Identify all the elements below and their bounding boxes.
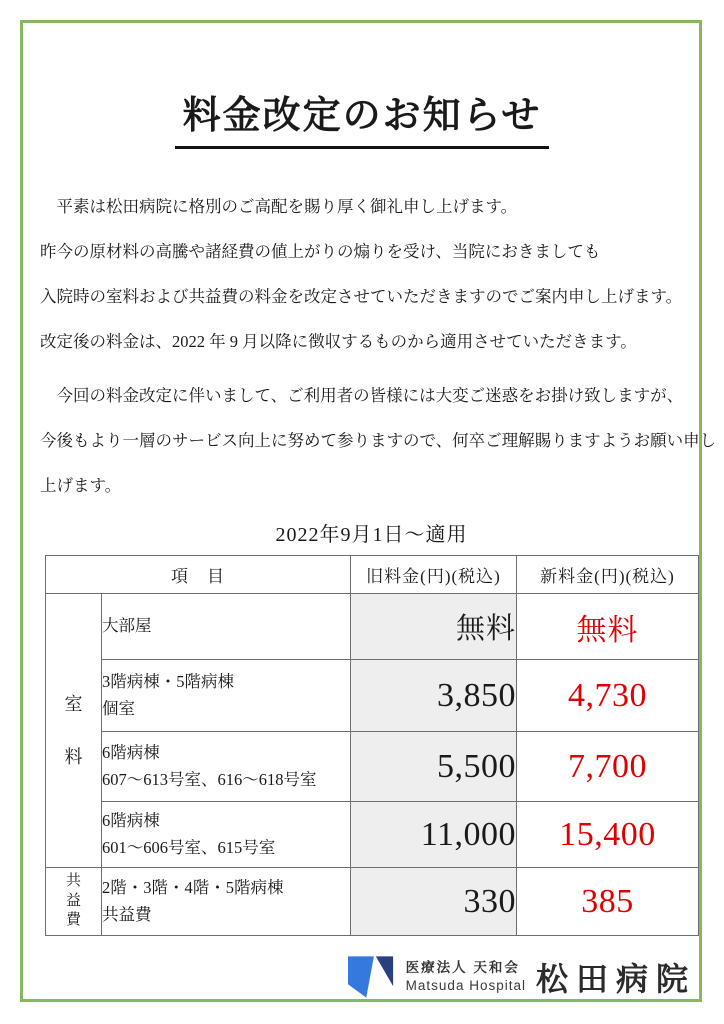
- new-price: 無料: [576, 613, 639, 647]
- body-line: 改定後の料金は、2022 年 9 月以降に徴収するものから適用させていただきます。: [40, 332, 637, 351]
- effective-date: 2022年9月1日～適用: [275, 524, 468, 546]
- item-line: 6階病棟: [102, 811, 160, 831]
- new-price: 15,400: [559, 815, 656, 853]
- title-area: [0, 84, 724, 149]
- old-price-cell: [351, 660, 517, 732]
- old-price-cell: [351, 868, 517, 936]
- item-line: 601～606号室、615号室: [102, 837, 276, 857]
- new-price: 7,700: [568, 747, 647, 785]
- hospital-name: 松田病院: [535, 961, 696, 997]
- new-price-cell: [517, 732, 699, 802]
- logo-text-small: [406, 959, 526, 995]
- new-price-cell: [517, 868, 699, 936]
- item-cell: [102, 594, 351, 660]
- body-line: 上げます。: [40, 476, 122, 495]
- table-header-row: [46, 556, 699, 594]
- table-row: [46, 594, 699, 660]
- page-title: 料金改定のお知らせ: [175, 84, 550, 149]
- body-line: 昨今の原材料の高騰や諸経費の値上がりの煽りを受け、当院におきましても: [40, 242, 601, 261]
- item-cell: [102, 732, 351, 802]
- new-price: 385: [581, 882, 634, 920]
- header-old-price: 旧料金(円)(税込): [351, 556, 517, 594]
- old-price-cell: [351, 802, 517, 868]
- hospital-logo: [348, 954, 696, 1000]
- old-price: 3,850: [437, 676, 516, 714]
- old-price: 5,500: [437, 747, 516, 785]
- hospital-logo-icon: [348, 955, 396, 1000]
- new-price-cell: [517, 802, 699, 868]
- item-line: 個室: [102, 698, 135, 718]
- body-line: 今回の料金改定に伴いまして、ご利用者の皆様には大変ご迷惑をお掛け致しますが、: [40, 386, 684, 405]
- group-label: 室料: [64, 694, 83, 767]
- item-cell: [102, 802, 351, 868]
- group-room-fee: [46, 594, 102, 868]
- header-item: 項 目: [46, 556, 351, 594]
- new-price-cell: [517, 660, 699, 732]
- new-price: 4,730: [568, 676, 647, 714]
- group-common-fee: [46, 868, 102, 936]
- item-line: 大部屋: [102, 616, 152, 636]
- table-row: [46, 732, 699, 802]
- body-line: 今後もより一層のサービス向上に努めて参りますので、何卒ご理解賜りますようお願い申し: [40, 431, 717, 450]
- fee-table: [45, 555, 699, 936]
- item-line: 共益費: [102, 904, 152, 924]
- old-price-cell: [351, 594, 517, 660]
- item-cell: [102, 660, 351, 732]
- item-line: 607～613号室、616～618号室: [102, 769, 317, 789]
- old-price: 11,000: [420, 815, 516, 853]
- corporation-name: 医療法人 天和会: [405, 959, 520, 975]
- notice-body: [40, 184, 717, 508]
- body-line: 入院時の室料および共益費の料金を改定させていただきますのでご案内申し上げます。: [40, 287, 683, 306]
- old-price-cell: [351, 732, 517, 802]
- header-new-price: 新料金(円)(税込): [517, 556, 699, 594]
- old-price: 無料: [455, 613, 516, 645]
- body-line: 平素は松田病院に格別のご高配を賜り厚く御礼申し上げます。: [40, 197, 518, 216]
- group-label: 共益費: [65, 873, 81, 929]
- item-line: 6階病棟: [102, 743, 160, 763]
- table-row: [46, 868, 699, 936]
- item-line: 3階病棟・5階病棟: [102, 672, 234, 692]
- old-price: 330: [463, 882, 516, 920]
- table-row: [46, 660, 699, 732]
- item-cell: [102, 868, 351, 936]
- hospital-name-en: Matsuda Hospital: [405, 978, 526, 993]
- new-price-cell: [517, 594, 699, 660]
- item-line: 2階・3階・4階・5階病棟: [102, 878, 284, 898]
- table-row: [46, 802, 699, 868]
